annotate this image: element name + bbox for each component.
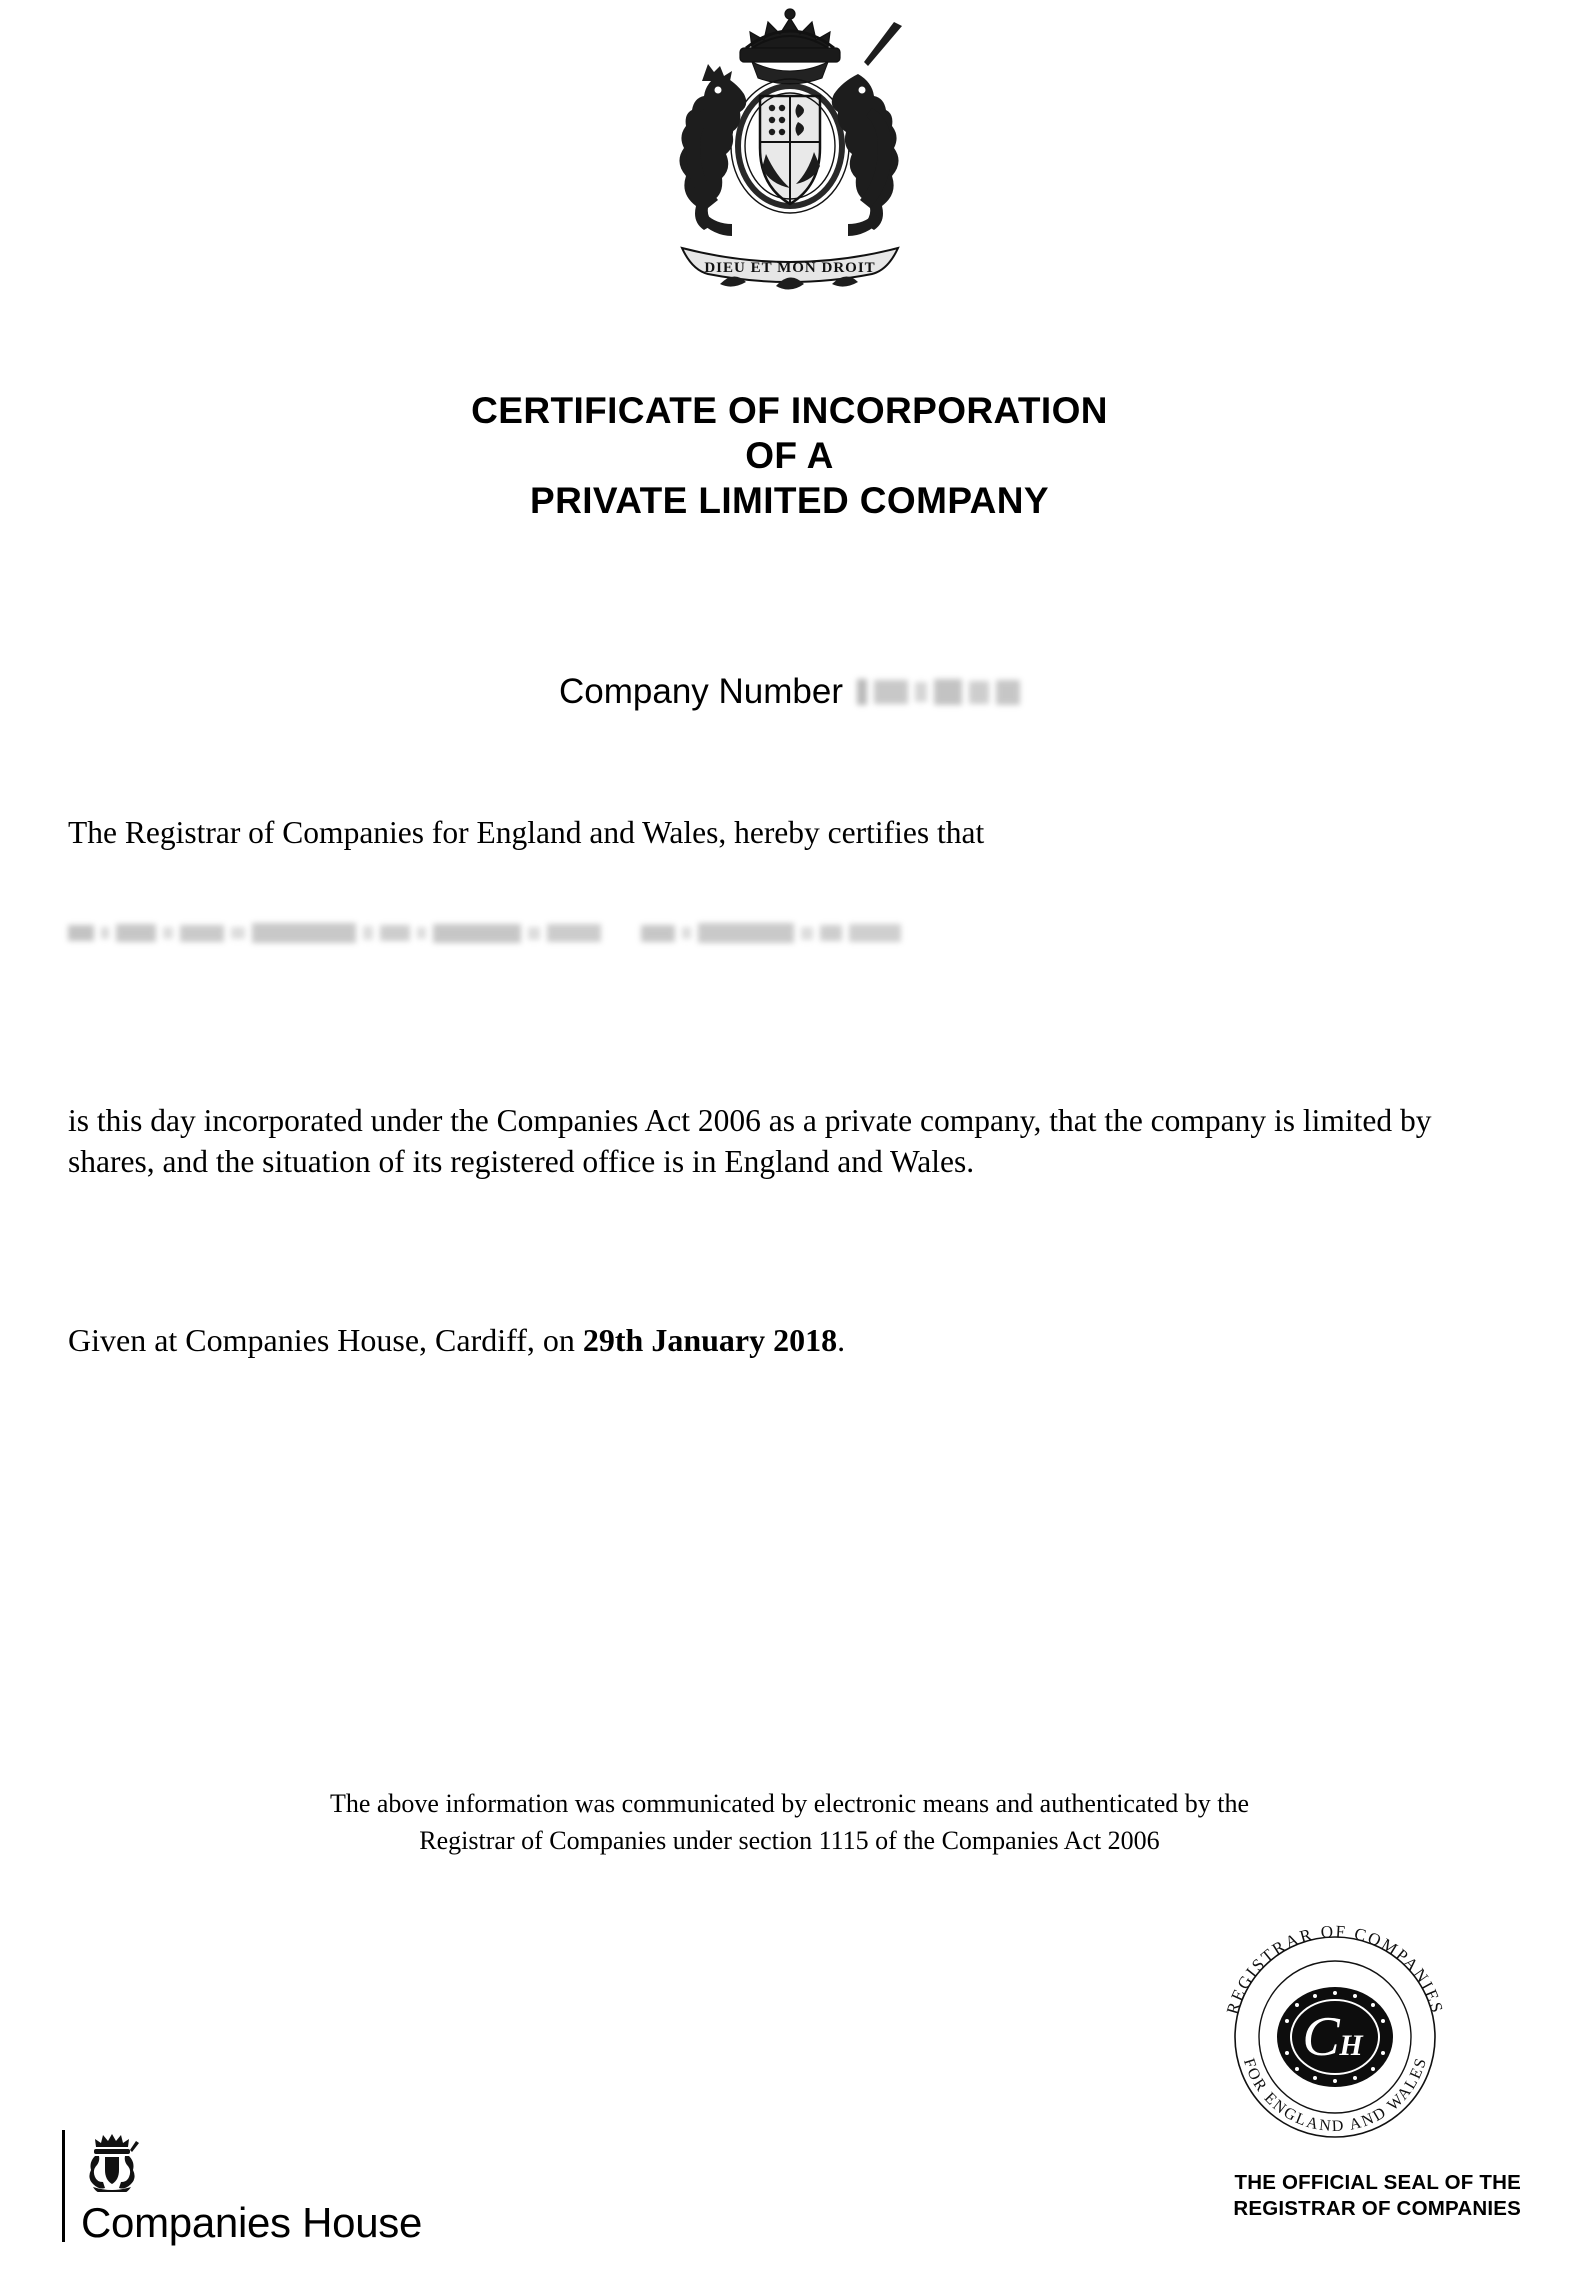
seal-caption-line-2: REGISTRAR OF COMPANIES [1233,2197,1521,2220]
redaction-block [682,927,691,939]
incorporation-paragraph: is this day incorporated under the Companies Act 2006 as a private company, that the company is limited by shares, and the situation of its registered office is in England and Wales. [68,1103,1432,1179]
royal-coat-of-arms-icon [0,4,1579,344]
redaction-block [698,923,794,943]
redaction-block [849,924,901,942]
official-seal-icon [1195,1905,1475,2145]
redaction-block [641,925,675,942]
title-line-3: PRIVATE LIMITED COMPANY [530,480,1049,521]
svg-text:DIEU ET MON DROIT: DIEU ET MON DROIT [703,260,876,276]
authentication-line-1: The above information was communicated by electronic means and authenticated by the [329,1789,1250,1818]
given-at-line [68,1320,1511,1361]
seal-caption [1233,2170,1521,2222]
redaction-block [417,927,426,939]
seal-monogram-h: H [1339,2029,1363,2062]
companies-house-crest-icon [81,2130,143,2192]
redaction-block [547,924,601,942]
company-name-redacted-value [68,912,1148,954]
redaction-block [996,680,1020,705]
seal-monogram-c: C [1302,2006,1340,2068]
redaction-block [801,927,813,940]
redaction-block [116,924,156,942]
seal-ring-text-bottom: FOR ENGLAND AND WALES [1239,2054,1431,2136]
given-date: 29th January 2018 [582,1322,838,1358]
redaction-block [969,681,989,704]
redaction-block [68,925,94,941]
redaction-block [934,679,962,705]
redaction-block [101,927,109,939]
authentication-line-2: Registrar of Companies under section 1115 of the Companies Act 2006 [419,1826,1160,1855]
company-number-row [0,672,1579,712]
redaction-block [874,680,908,704]
title-line-1: CERTIFICATE OF INCORPORATION [471,390,1108,431]
redaction-block [857,679,867,705]
redaction-block [433,924,521,943]
seal-caption-line-1: THE OFFICIAL SEAL OF THE [1234,2171,1521,2194]
given-suffix: . [837,1322,846,1358]
company-number-label: Company Number [559,672,843,711]
seal-ring-text-top: REGISTRAR OF COMPANIES [1222,1921,1448,2017]
logo-rule [62,2130,65,2242]
page-title [0,388,1579,523]
redaction-block [528,927,540,940]
redaction-block [363,926,373,940]
certifies-line: The Registrar of Companies for England and Wales, hereby certifies that [68,815,985,850]
redaction-block [820,925,842,941]
redaction-block [163,927,173,939]
redaction-block [180,925,224,942]
companies-house-wordmark: Companies House [81,2199,423,2246]
authentication-statement [0,1785,1579,1859]
redaction-block [380,925,410,941]
companies-house-logo [62,2130,423,2246]
redaction-block [252,923,356,943]
company-number-redacted-value [857,679,1020,705]
redaction-block [231,927,245,939]
redaction-block [915,682,927,702]
given-prefix: Given at Companies House, Cardiff, on [68,1322,583,1358]
title-line-2: OF A [745,435,834,476]
